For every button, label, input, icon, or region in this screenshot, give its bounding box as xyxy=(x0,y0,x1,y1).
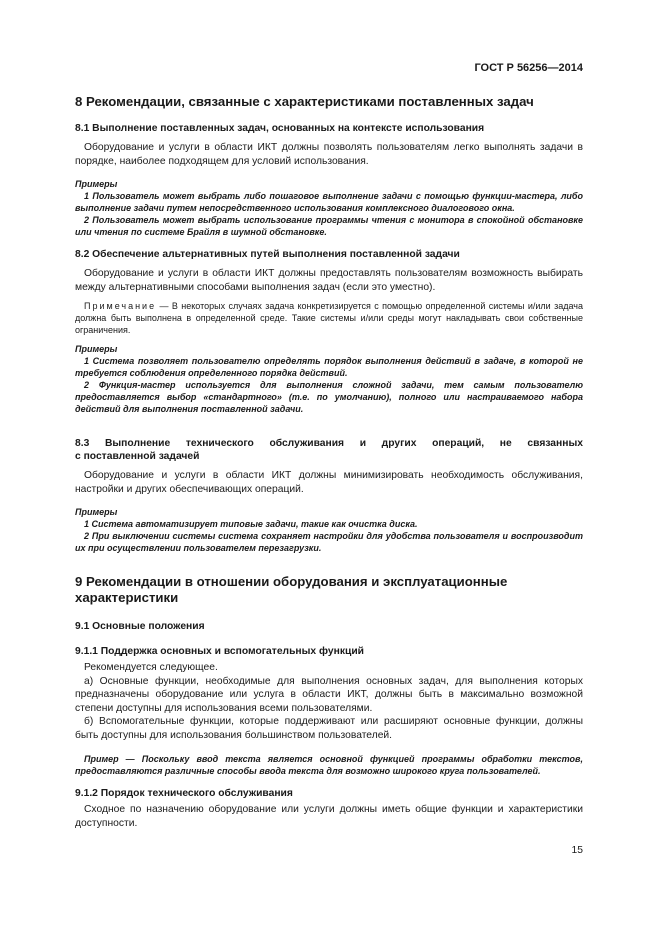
section-8-3-title-cont: с поставленной задачей xyxy=(75,451,200,462)
example-item: 2 При выключении системы система сохраняет настройки для удобства пользователя и воспроизводит их при осуществлении пользователем перезагрузки. xyxy=(75,531,583,553)
list-item-b: б) Вспомогательные функции, которые поддерживают или расширяют основные функции, должны быть доступны для использования большинством пользователей. xyxy=(75,716,583,741)
example-item: 1 Система позволяет пользователю определять порядок выполнения действий в задаче, в которой не требуется соблюдения определенного порядка действий. xyxy=(75,356,583,378)
page-number: 15 xyxy=(571,845,583,856)
section-9-1-1-intro: Рекомендуется следующее. xyxy=(84,662,218,673)
document-id: ГОСТ Р 56256—2014 xyxy=(474,62,583,74)
note-text: — В некоторых случаях задача конкретизируется с помощью определенной системы и/или задача должна быть выполнена в определенной среде. Такие системы и/или среды могут накладывать свои собственные ограничения. xyxy=(75,301,583,335)
examples-heading: Примеры xyxy=(75,344,118,354)
note-paragraph xyxy=(75,300,583,336)
page-content xyxy=(75,94,583,830)
section-9-1-2-title: 9.1.2 Порядок технического обслуживания xyxy=(75,788,293,799)
section-9-1-2-text: Сходное по назначению оборудование или услуги должны иметь общие функции и характеристики доступности. xyxy=(75,804,583,829)
section-8-2-text: Оборудование и услуги в области ИКТ должны предоставлять пользователям возможность выбирать между альтернативными способами выполнения задач (если это уместно). xyxy=(75,268,583,293)
example-item: 2 Функция-мастер используется для выполнения сложной задачи, тем самым пользователю предоставляется выбор «стандартного» (т.е. по умолчанию), полного или настраиваемого набора действий для выполнения поставленной задачи. xyxy=(75,380,583,414)
section-8-1-title: 8.1 Выполнение поставленных задач, основанных на контексте использования xyxy=(75,123,485,134)
note-label: Примечание xyxy=(84,301,157,311)
section-8-3-text: Оборудование и услуги в области ИКТ должны минимизировать необходимость обслуживания, настройки и других обеспечивающих операций. xyxy=(75,470,583,495)
example-item: 1 Система автоматизирует типовые задачи, такие как очистка диска. xyxy=(84,519,418,529)
section-9-title-cont: характеристики xyxy=(75,590,179,605)
examples-heading: Примеры xyxy=(75,179,118,189)
section-8-title: 8 Рекомендации, связанные с характеристиками поставленных задач xyxy=(75,94,534,109)
list-item-a: а) Основные функции, необходимые для выполнения основных задач, для выполнения которых предназначены оборудование или услуга в области ИКТ, должны быть в максимально возможной степени доступны для использования всеми пользователями. xyxy=(75,675,583,714)
section-8-3-title: 8.3 Выполнение технического обслуживания и других операций, не связанных xyxy=(75,438,583,449)
section-8-2-title: 8.2 Обеспечение альтернативных путей выполнения поставленной задачи xyxy=(75,249,460,260)
examples-heading: Примеры xyxy=(75,507,118,517)
example-item: 2 Пользователь может выбрать использование программы чтения с монитора в спокойной обстановке или чтения по системе Брайля в шумной обстановке. xyxy=(75,215,583,237)
section-9-1-title: 9.1 Основные положения xyxy=(75,621,205,632)
section-9-title: 9 Рекомендации в отношении оборудования и эксплуатационные xyxy=(75,574,508,589)
example-paragraph: Пример — Поскольку ввод текста является основной функцией программы обработки текстов, предоставляются различные способы ввода текста для возможно широкого круга пользователей. xyxy=(75,754,583,776)
section-9-1-1-title: 9.1.1 Поддержка основных и вспомогательных функций xyxy=(75,646,364,657)
section-8-1-text: Оборудование и услуги в области ИКТ должны позволять пользователям легко выполнять задачи в порядке, наиболее подходящем для условий использования. xyxy=(75,142,583,167)
example-item: 1 Пользователь может выбрать либо пошаговое выполнение задачи с помощью функции-мастера, либо выполнение задачи путем непосредственного использования комплексного диалогового окна. xyxy=(75,191,583,213)
